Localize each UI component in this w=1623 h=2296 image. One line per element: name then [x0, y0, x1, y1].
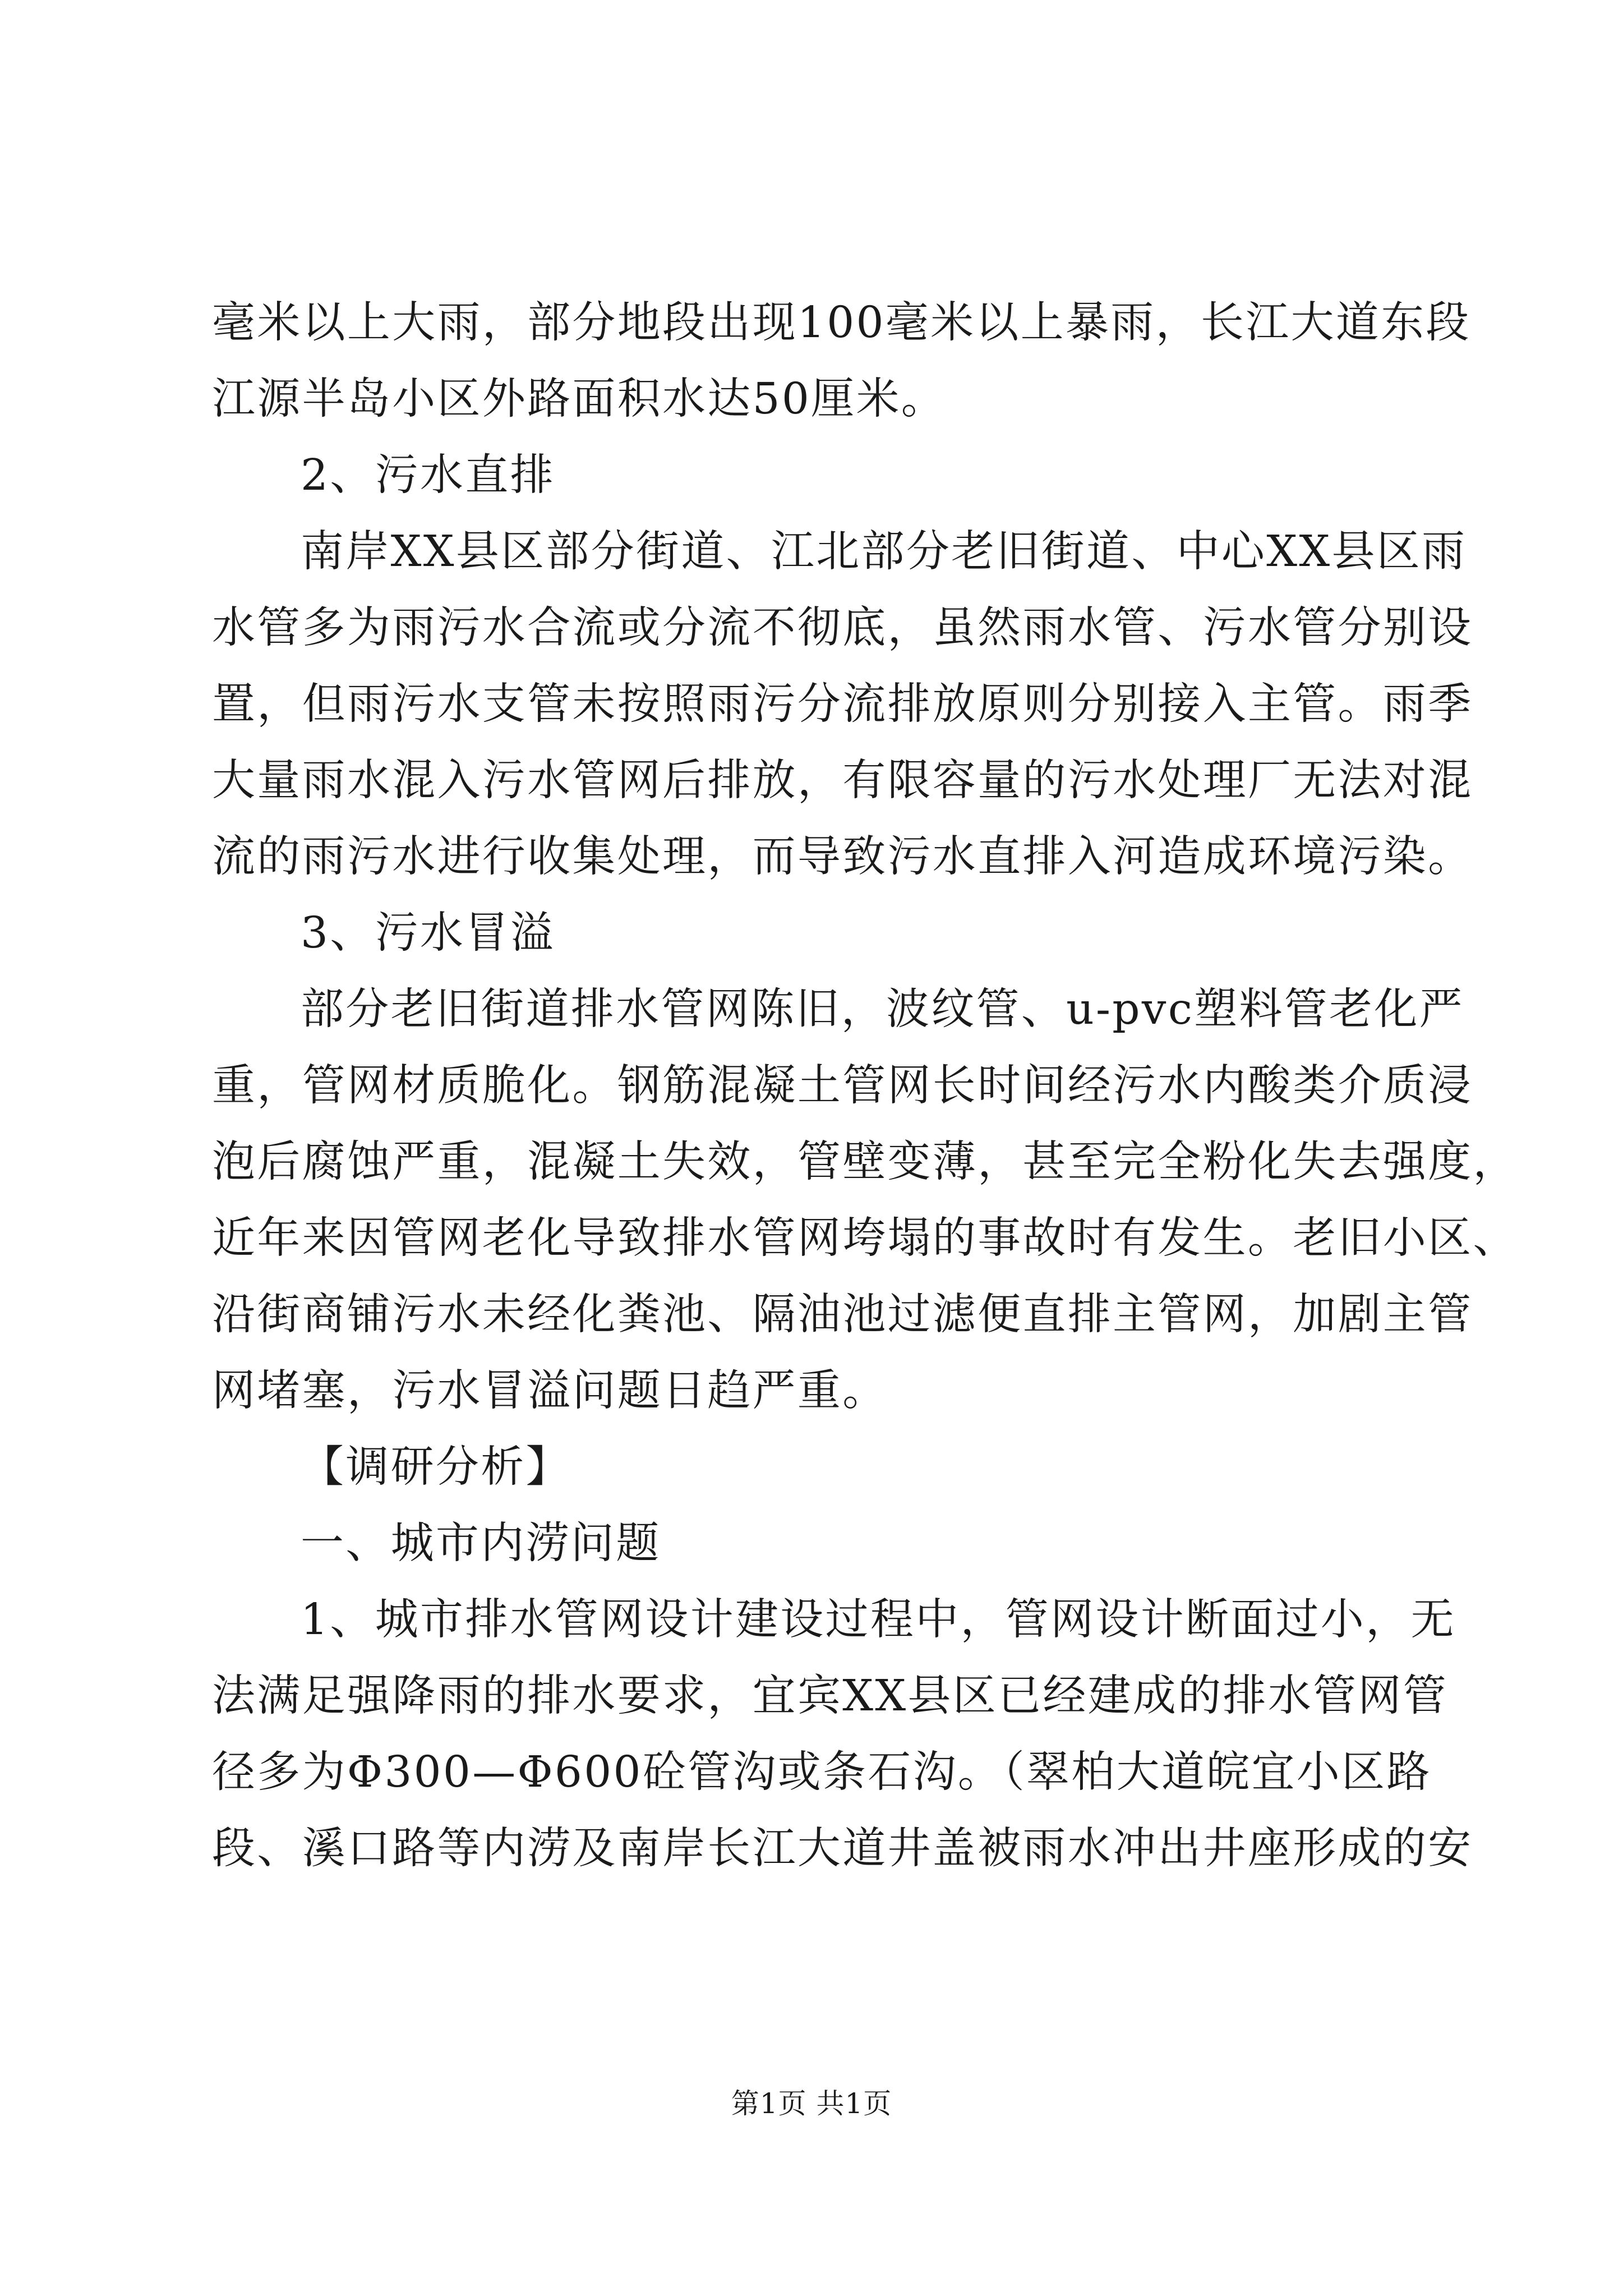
paragraph-line: 沿街商铺污水未经化粪池、隔油池过滤便直排主管网，加剧主管: [212, 1290, 1473, 1340]
paragraph-line: 流的雨污水进行收集处理，而导致污水直排入河造成环境污染。: [212, 832, 1473, 882]
paragraph-line: 南岸XX县区部分街道、江北部分老旧街道、中心XX县区雨: [301, 527, 1467, 577]
section-heading: 2、污水直排: [301, 450, 555, 500]
paragraph-line: 部分老旧街道排水管网陈旧，波纹管、u-pvc塑料管老化严: [301, 984, 1464, 1034]
section-heading: 3、污水冒溢: [301, 908, 555, 958]
paragraph-line: 径多为Φ300—Φ600砼管沟或条石沟。（翠柏大道皖宜小区路: [212, 1747, 1432, 1797]
paragraph-line: 江源半岛小区外路面积水达50厘米。: [212, 374, 947, 424]
paragraph-line: 置，但雨污水支管未按照雨污分流排放原则分别接入主管。雨季: [212, 679, 1473, 729]
paragraph-line: 大量雨水混入污水管网后排放，有限容量的污水处理厂无法对混: [212, 756, 1473, 806]
paragraph-line: 重，管网材质脆化。钢筋混凝土管网长时间经污水内酸类介质浸: [212, 1061, 1473, 1111]
paragraph-line: 段、溪口路等内涝及南岸长江大道井盖被雨水冲出井座形成的安: [212, 1824, 1473, 1874]
section-heading: 【调研分析】: [301, 1442, 571, 1492]
section-heading: 一、城市内涝问题: [301, 1519, 661, 1568]
paragraph-line: 网堵塞，污水冒溢问题日趋严重。: [212, 1366, 888, 1416]
page-footer: 第1页 共1页: [731, 2087, 892, 2120]
paragraph-line: 1、城市排水管网设计建设过程中，管网设计断面过小，无: [301, 1595, 1456, 1645]
paragraph-line: 法满足强降雨的排水要求，宜宾XX县区已经建成的排水管网管: [212, 1671, 1449, 1721]
document-body: [212, 285, 1518, 1887]
paragraph-line: 泡后腐蚀严重，混凝土失效，管壁变薄，甚至完全粉化失去强度，: [212, 1137, 1518, 1187]
paragraph-line: 近年来因管网老化导致排水管网垮塌的事故时有发生。老旧小区、: [212, 1213, 1518, 1263]
paragraph-line: 毫米以上大雨，部分地段出现100毫米以上暴雨，长江大道东段: [212, 298, 1471, 348]
paragraph-line: 水管多为雨污水合流或分流不彻底，虽然雨水管、污水管分别设: [212, 603, 1473, 653]
